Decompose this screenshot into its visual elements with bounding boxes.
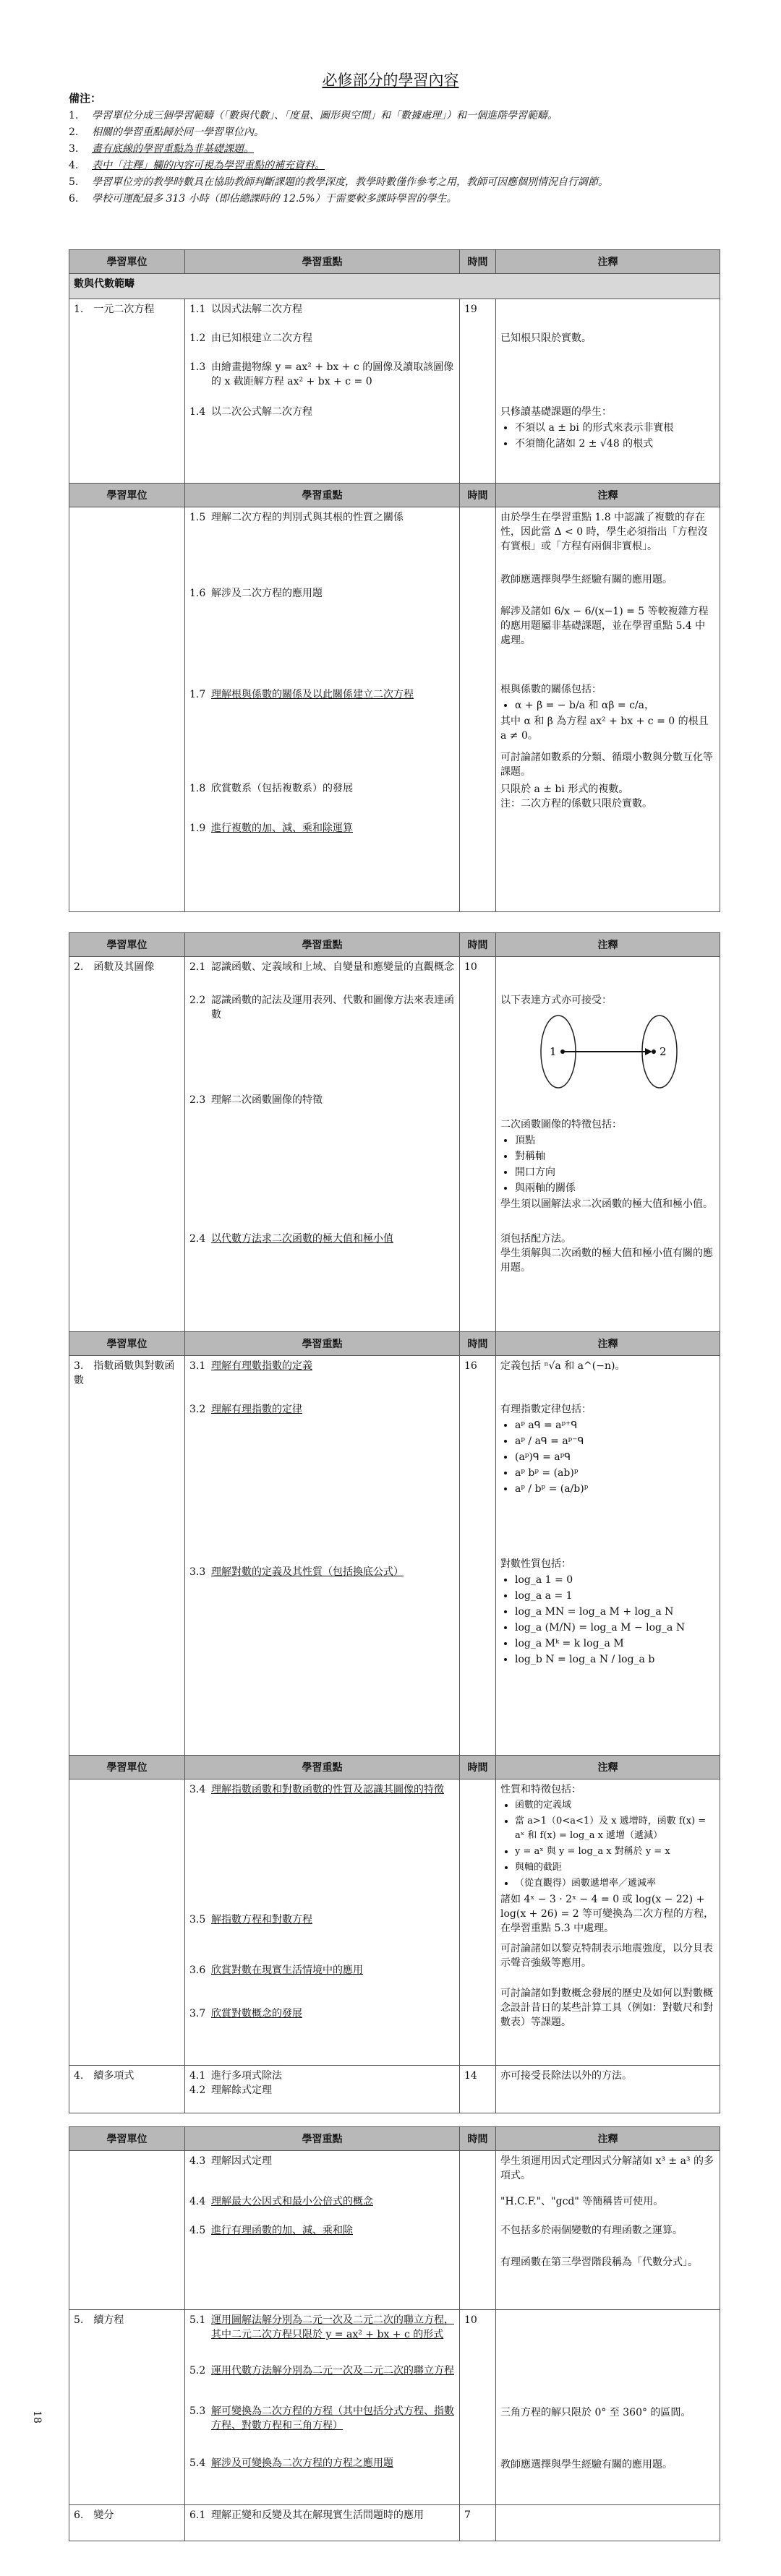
focus-cell: 3.4 理解指數函數和對數函數的性質及認識其圖像的特徵 3.5 解指數方程和對數方程 3.6 欣賞對數在現實生活情境中的應用 3.7 欣賞對數概念的發展	[185, 1779, 460, 2066]
remarks-cell: 定義包括 ⁿ√a 和 a^(−n)。 有理指數定律包括： • aᵖ aᑫ = aᵖ⁺ᑫ • aᵖ / aᑫ = aᵖ⁻ᑫ • (aᵖ)ᑫ = aᵖᑫ • aᵖ bᵖ = (ab)ᵖ • aᵖ / bᵖ = (a/b)ᵖ 對數性質包括： • log_a 1 = 0 • log_a a = 1 • log_a MN = log_a M + log_a N • log_a (M/N) = log_a M − log_a N • log_a Mᵏ = k log_a M • log_b N = log_a N / log_a b	[496, 1356, 720, 1758]
curriculum-table-4: 學習單位 學習重點 時間 注釋 3. 指數函數與對數函數 3.1 理解有理數指數的定義 3.2 理解有理指數的定律 3.3 理解對數的定義及其性質（包括換底公式） 16 定義包括 ⁿ√a 和 a^(−n)。 有理指數定律包括： • aᵖ aᑫ = aᵖ⁺ᑫ • aᵖ / aᑫ = aᵖ⁻ᑫ • (aᵖ)ᑫ = aᵖᑫ • aᵖ bᵖ = (ab)ᵖ • aᵖ / bᵖ = (a/b)ᵖ 對數性質包括： • log_a 1 = 0 • log_a a = 1 • log_a MN = log_a M + log_a N • log_a (M/N) = log_a M − log_a N • log_a Mᵏ = k log_a M • log_b N = log_a N / log_a b	[69, 1331, 720, 1758]
time-cell: 19	[460, 299, 496, 484]
header-focus: 學習重點	[185, 250, 460, 274]
function-mapping-diagram	[529, 1012, 688, 1091]
remarks-cell: 由於學生在學習重點 1.8 中認識了複數的存在性，因此當 Δ < 0 時，學生必須指出「方程沒有實根」或「方程有兩個非實根」。 教師應選擇與學生經驗有關的應用題。 解涉及諸如 6/x − 6/(x−1) = 5 等較複雜方程的應用題屬非基礎課題，並在學習重點 5.4 中處理。 根與係數的關係包括： • α + β = − b/a 和 αβ = c/a， 其中 α 和 β 為方程 ax² + bx + c = 0 的根且 a ≠ 0。 可討論諸如數系的分類、循環小數與分數互化等課題。 只限於 a ± bi 形式的複數。 注：二次方程的係數只限於實數。	[496, 507, 720, 912]
focus-cell: 2.1 認識函數、定義域和上域、自變量和應變量的直觀概念 2.2 認識函數的記法及運用表列、代數和圖像方法來表達函數 2.3 理解二次函數圖像的特徵 2.4 以代數方法求二次函數的極大值和極小值	[185, 957, 460, 1334]
unit-cell: 5. 續方程	[69, 2310, 185, 2505]
focus-cell: 4.3 理解因式定理 4.4 理解最大公因式和最小公倍式的概念 4.5 進行有理函數的加、減、乘和除	[185, 2151, 460, 2310]
unit-cell: 6. 變分	[69, 2505, 185, 2541]
notes-list	[69, 108, 720, 207]
curriculum-table-6: 學習單位 學習重點 時間 注釋 4.3 理解因式定理 4.4 理解最大公因式和最小公倍式的概念 4.5 進行有理函數的加、減、乘和除 學生須運用因式定理因式分解諸如 x³ ± a³ 的多項式。 "H.C.F."、"gcd" 等簡稱皆可使用。 不包括多於兩個變數的有理函數之運算。 有理函數在第三學習階段稱為「代數分式」。 5. 續方程 5.1 運用圖解法解分別為二元一次及二元二次的聯立方程，其中二元二次方程只限於 y = ax² + bx + c 的形式 5.2 運用代數方法解分別為二元一次及二元二次的聯立方程 5.3 解可變換為二次方程的方程（其中包括分式方程、指數方程、對數方程和三角方程） 5.4 解涉及可變換為二次方程的方程之應用題 10 三角方程的解只限於 0° 至 360° 的區間。 教師應選擇與學生經驗有關的應用題。 6. 變分 6.1 理解正變和反變及其在解現實生活問題時的應用 7	[69, 2126, 720, 2541]
page-number: 18	[30, 2410, 43, 2423]
domain-label: 1	[550, 1045, 557, 1058]
arrow-head	[645, 1048, 652, 1055]
time-cell: 16	[460, 1356, 496, 1758]
notes-block	[69, 90, 720, 208]
focus-cell: 1.5 理解二次方程的判別式與其根的性質之關係 1.6 解涉及二次方程的應用題 1.7 理解根與係數的關係及以此關係建立二次方程 1.8 欣賞數系（包括複數系）的發展 1.9 進行複數的加、減、乘和除運算	[185, 507, 460, 912]
focus-cell: 3.1 理解有理數指數的定義 3.2 理解有理指數的定律 3.3 理解對數的定義及其性質（包括換底公式）	[185, 1356, 460, 1758]
header-remarks: 注釋	[496, 250, 720, 274]
note-item: 5. 學習單位旁的教學時數具在協助教師判斷課題的教學深度，教學時數僅作參考之用，教師可因應個別情況自行調節。	[69, 176, 608, 188]
header-time: 時間	[460, 250, 496, 274]
time-cell: 10	[460, 957, 496, 1334]
page-title: 必修部分的學習內容	[322, 72, 459, 89]
notes-label: 備注：	[69, 92, 102, 105]
note-item: 4. 表中「注釋」欄的內容可視為學習重點的補充資料。	[69, 160, 325, 171]
curriculum-table-2: 學習單位 學習重點 時間 注釋 1.5 理解二次方程的判別式與其根的性質之關係 1.6 解涉及二次方程的應用題 1.7 理解根與係數的關係及以此關係建立二次方程 1.8 欣賞數系（包括複數系）的發展 1.9 進行複數的加、減、乘和除運算 由於學生在學習重點 1.8 中認識了複數的存在性，因此當 Δ < 0 時，學生必須指出「方程沒有實根」或「方程有兩個非實根」。 教師應選擇與學生經驗有關的應用題。 解涉及諸如 6/x − 6/(x−1) = 5 等較複雜方程的應用題屬非基礎課題，並在學習重點 5.4 中處理。 根與係數的關係包括： • α + β = − b/a 和 αβ = c/a， 其中 α 和 β 為方程 ax² + bx + c = 0 的根且 a ≠ 0。 可討論諸如數系的分類、循環小數與分數互化等課題。 只限於 a ± bi 形式的複數。 注：二次方程的係數只限於實數。	[69, 483, 720, 912]
remarks-cell: 性質和特徵包括： • 函數的定義域 • 當 a>1（0<a<1）及 x 遞增時，函數 f(x) = aˣ 和 f(x) = log_a x 遞增（遞減） • y = aˣ 與 y = log_a x 對稱於 y = x • 與軸的截距 • （從直觀得）函數遞增率／遞減率 諸如 4ˣ − 3 · 2ˣ − 4 = 0 或 log(x − 22) + log(x + 26) = 2 等可變換為二次方程的方程，在學習重點 5.3 中處理。 可討論諸如以黎克特制表示地震強度，以分貝表示聲音強級等應用。 可討論諸如對數概念發展的歷史及如何以對數概念設計昔日的某些計算工具（例如：對數尺和對數表）等課題。	[496, 1779, 720, 2066]
unit-cell: 1. 一元二次方程	[69, 299, 185, 484]
curriculum-table-5: 學習單位 學習重點 時間 注釋 3.4 理解指數函數和對數函數的性質及認識其圖像的特徵 3.5 解指數方程和對數方程 3.6 欣賞對數在現實生活情境中的應用 3.7 欣賞對數概念的發展 性質和特徵包括： • 函數的定義域 • 當 a>1（0<a<1）及 x 遞增時，函數 f(x) = aˣ 和 f(x) = log_a x 遞增（遞減） • y = aˣ 與 y = log_a x 對稱於 y = x • 與軸的截距 • （從直觀得）函數遞增率／遞減率 諸如 4ˣ − 3 · 2ˣ − 4 = 0 或 log(x − 22) + log(x + 26) = 2 等可變換為二次方程的方程，在學習重點 5.3 中處理。 可討論諸如以黎克特制表示地震強度，以分貝表示聲音強級等應用。 可討論諸如對數概念發展的歷史及如何以對數概念設計昔日的某些計算工具（例如：對數尺和對數表）等課題。 4. 續多項式 4.1 進行多項式除法 4.2 理解餘式定理 14 亦可接受長除法以外的方法。	[69, 1755, 720, 2113]
unit-cell: 4. 續多項式	[69, 2066, 185, 2113]
note-item: 6. 學校可運配最多 313 小時（即佔總課時的 12.5%）于需要較多課時學習的學生。	[69, 193, 457, 205]
remarks-cell: 已知根只限於實數。 只修讀基礎課題的學生： • 不須以 a ± bi 的形式來表示非實根 • 不須簡化諸如 2 ± √48 的根式	[496, 299, 720, 484]
codomain-label: 2	[660, 1045, 667, 1058]
remarks-cell: 以下表達方式亦可接受： 1 2 二次函數圖像的特徵包括： • 頂點 • 對稱軸 • 開口方向 • 與兩軸的關係 學生須以圖解法求二次函數的極大值和極小值。 須包括配方法。 學生須解與二次函數的極大值和極小值有關的應用題。	[496, 957, 720, 1334]
header-unit: 學習單位	[69, 250, 185, 274]
section-heading: 數與代數範疇	[69, 274, 720, 299]
curriculum-table-3: 學習單位 學習重點 時間 注釋 2. 函數及其圖像 2.1 認識函數、定義域和上域、自變量和應變量的直觀概念 2.2 認識函數的記法及運用表列、代數和圖像方法來表達函數 2.3 理解二次函數圖像的特徵 2.4 以代數方法求二次函數的極大值和極小值 10 以下表達方式亦可接受： 1 2 二次函數圖像的特徵包括： • 頂點 • 對稱軸 • 開口方向 • 與兩軸的關係 學生須以圖解法求二次函數的極大值和極小值。 須包括配方法。 學生須解與二次函數的極大值和極小值有關的應用題。	[69, 932, 720, 1334]
remarks-cell: 學生須運用因式定理因式分解諸如 x³ ± a³ 的多項式。 "H.C.F."、"gcd" 等簡稱皆可使用。 不包括多於兩個變數的有理函數之運算。 有理函數在第三學習階段稱為「代數分式」。	[496, 2151, 720, 2310]
unit-cell: 3. 指數函數與對數函數	[69, 1356, 185, 1758]
unit-cell: 2. 函數及其圖像	[69, 957, 185, 1334]
note-item: 2. 相關的學習重點歸於同一學習單位內。	[69, 126, 264, 138]
note-item: 1. 學習單位分成三個學習範疇（「數與代數」、「度量、圖形與空間」和「數據處理」）和一個進階學習範疇。	[69, 110, 558, 121]
note-item: 3. 畫有底線的學習重點為非基礎課題。	[69, 143, 254, 155]
curriculum-table-1	[69, 249, 720, 484]
focus-cell: 1.1 以因式法解二次方程 1.2 由已知根建立二次方程 1.3 由繪畫拋物線 y = ax² + bx + c 的圖像及讀取該圖像的 x 截距解方程 ax² + bx + c = 0 1.4 以二次公式解二次方程	[185, 299, 460, 484]
